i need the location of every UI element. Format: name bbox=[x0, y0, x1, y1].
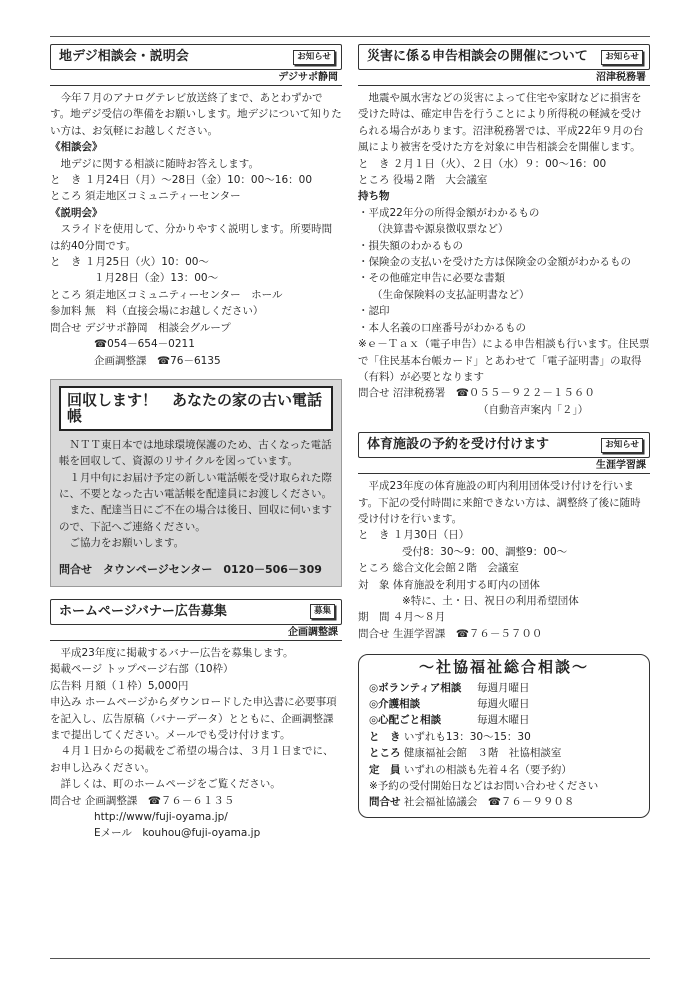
chideji-tel1: ☎054－654－0211 bbox=[94, 338, 195, 351]
mochimono-item: ・認印 bbox=[358, 305, 390, 318]
denwacho-p1: ＮＴＴ東日本では地球環境保護のため、古くなった電話帳を回収して、資源のリサイクルを図っています。 bbox=[59, 438, 332, 468]
notice-badge: お知らせ bbox=[601, 50, 643, 65]
taiiku-tokoro-row: ところ 総合文化会館２階 会議室 bbox=[358, 562, 519, 575]
koukoku-row: 広告料 月額（１枠）5,000円 bbox=[50, 679, 189, 692]
chideji-tel2: 企画調整課 ☎76－6135 bbox=[94, 354, 221, 367]
saigai-org: 沼津税務署 bbox=[358, 70, 650, 86]
shakyo-toki-row: と き いずれも13：30～15：30 bbox=[369, 730, 531, 743]
moushikomi-text: 申込み ホームページからダウンロードした申込書に必要事項を記入し、広告原稿（バナーデータ）とともに、企画調整課まで提出してください。メールでも受け付けます。 bbox=[50, 696, 337, 741]
taiiku-taisho2: ※特に、土・日、祝日の利用希望団体 bbox=[402, 594, 579, 607]
taiiku-title: 体育施設の予約を受け付けます bbox=[367, 436, 550, 452]
banner-org: 企画調整課 bbox=[50, 625, 342, 641]
setsumei-heading: 《説明会》 bbox=[50, 206, 103, 219]
banner-p2: ４月１日からの掲載をご希望の場合は、３月１日までに、お申し込みください。 bbox=[50, 745, 334, 774]
mochimono-item: （生命保険料の支払証明書など） bbox=[372, 288, 530, 301]
denwacho-foot: 問合せ タウンページセンター 0120－506－309 bbox=[59, 562, 322, 576]
chideji-article bbox=[50, 44, 342, 369]
denwacho-box bbox=[50, 379, 342, 587]
banner-email[interactable]: Eメール kouhou@fuji-oyama.jp bbox=[94, 827, 261, 840]
recruit-badge: 募集 bbox=[310, 604, 335, 619]
taiiku-org: 生涯学習課 bbox=[358, 458, 650, 474]
soudan-toki-row: と き １月24日（月）～28日（金）10：00～16：00 bbox=[50, 174, 313, 187]
mochimono-item: ・平成22年分の所得金額がわかるもの bbox=[358, 206, 540, 219]
setsumei-toki-row: と き １月25日（火）10：00～ bbox=[50, 256, 209, 269]
banner-url[interactable]: http://www/fuji-oyama.jp/ bbox=[94, 811, 228, 824]
taiiku-toki2: 受付8：30～9：00、調整9：00～ bbox=[402, 545, 568, 558]
saigai-intro: 地震や風水害などの災害によって住宅や家財などに損害を受けた時は、確定申告を行うことにより所得税の軽減を受けられる場合があります。沼津税務署では、平成22年９月の台風により被害を受けた方を対象に申告相談会を開催します。 bbox=[358, 92, 644, 154]
saigai-article bbox=[358, 44, 650, 418]
saigai-tokoro-row: ところ 役場２階 大会議室 bbox=[358, 174, 488, 187]
soudan-heading: 《相談会》 bbox=[50, 141, 103, 154]
setsumei-tokoro-row: ところ 須走地区コミュニティーセンター ホール bbox=[50, 288, 283, 301]
chideji-intro: 今年７月のアナログテレビ放送終了まで、あとわずかです。地デジ受信の準備をお願いします。地デジについて知りたい方は、お気軽にお越しください。 bbox=[50, 92, 342, 137]
taiiku-header bbox=[358, 432, 650, 458]
banner-title: ホームページバナー広告募集 bbox=[59, 603, 227, 619]
mochimono-item: ・保険金の支払いを受けた方は保険金の金額がわかるもの bbox=[358, 256, 631, 269]
shakyo-toiawase-row: 問合せ 社会福祉協議会 ☎７６－９９０８ bbox=[369, 796, 575, 809]
denwacho-title: 回収します！ あなたの家の古い電話帳 bbox=[59, 386, 333, 431]
denwacho-p3: また、配達当日にご不在の場合は後日、回収に伺いますので、下記へご連絡ください。 bbox=[59, 504, 332, 533]
chideji-header bbox=[50, 44, 342, 70]
taiiku-article bbox=[358, 432, 650, 642]
mochimono-item: ・本人名義の口座番号がわかるもの bbox=[358, 321, 526, 334]
saigai-header bbox=[358, 44, 650, 70]
banner-header bbox=[50, 599, 342, 625]
saigai-toiawase2: （自動音声案内「２」） bbox=[478, 403, 589, 416]
shakyo-note: ※予約の受付開始日などはお問い合わせください bbox=[369, 780, 599, 793]
shakyo-teiin-row: 定 員 いずれの相談も先着４名（要予約） bbox=[369, 763, 572, 776]
etax-note: ※ｅ－Ｔａｘ（電子申告）による申告相談も行います。住民票で「住民基本台帳カード」とあわせて「電子証明書」の取得（有料）が必要となります bbox=[358, 338, 650, 383]
saigai-toki-row: と き ２月１日（火）、２日（水）９：00～16：00 bbox=[358, 157, 607, 170]
keisai-row: 掲載ページ トップページ右部（10枠） bbox=[50, 663, 234, 676]
denwacho-p2: １月中旬にお届け予定の新しい電話帳を受け取られた際に、不要となった古い電話帳を配達員にお渡しください。 bbox=[59, 471, 332, 500]
banner-p3: 詳しくは、町のホームページをご覧ください。 bbox=[60, 778, 281, 791]
shakyo-rows: ◎ボランティア相談 毎週月曜日 ◎介護相談 毎週火曜日 ◎心配ごと相談 毎週木曜日 bbox=[369, 681, 530, 727]
notice-badge: お知らせ bbox=[601, 438, 643, 453]
left-column bbox=[50, 44, 342, 852]
mochimono-item: ・その他確定申告に必要な書類 bbox=[358, 272, 505, 285]
banner-intro: 平成23年度に掲載するバナー広告を募集します。 bbox=[60, 646, 294, 659]
taiiku-kikan-row: 期 間 ４月～８月 bbox=[358, 611, 446, 624]
taiiku-toki-row: と き １月30日（日） bbox=[358, 529, 470, 542]
saigai-toiawase-row: 問合せ 沼津税務署 ☎０５５－９２２－１５６０ bbox=[358, 387, 595, 400]
taiiku-toiawase-row: 問合せ 生涯学習課 ☎７６－５７００ bbox=[358, 627, 543, 640]
chideji-title: 地デジ相談会・説明会 bbox=[59, 48, 189, 64]
right-column bbox=[358, 44, 650, 818]
banner-article bbox=[50, 599, 342, 842]
shakyo-box bbox=[358, 654, 650, 818]
saigai-title: 災害に係る申告相談会の開催について bbox=[367, 48, 588, 64]
shakyo-tokoro-row: ところ 健康福祉会館 ３階 社協相談室 bbox=[369, 747, 562, 760]
mochimono-item: （決算書や源泉徴収票など） bbox=[372, 223, 509, 236]
chideji-toiawase-row: 問合せ デジサポ静岡 相談会グループ bbox=[50, 321, 231, 334]
taiiku-intro: 平成23年度の体育施設の町内利用団体受け付けを行います。下記の受付時間に来館できない方は、調整終了後に随時受け付けを行います。 bbox=[358, 480, 641, 525]
bottom-rule bbox=[50, 958, 650, 959]
setsumei-text: スライドを使用して、分かりやすく説明します。所要時間は約40分間です。 bbox=[50, 223, 333, 252]
chideji-org: デジサポ静岡 bbox=[50, 70, 342, 86]
notice-badge: お知らせ bbox=[293, 50, 335, 65]
mochimono-heading: 持ち物 bbox=[358, 190, 390, 203]
taiiku-taisho-row: 対 象 体育施設を利用する町内の団体 bbox=[358, 578, 540, 591]
banner-toiawase-row: 問合せ 企画調整課 ☎７６－６１３５ bbox=[50, 794, 235, 807]
mochimono-item: ・損失額のわかるもの bbox=[358, 239, 463, 252]
soudan-text: 地デジに関する相談に随時お答えします。 bbox=[60, 157, 259, 170]
denwacho-p4: ご協力をお願いします。 bbox=[69, 537, 185, 550]
setsumei-toki2: １月28日（金）13：00～ bbox=[94, 272, 219, 285]
top-rule bbox=[50, 36, 650, 37]
sanka-row: 参加料 無 料（直接会場にお越しください） bbox=[50, 305, 264, 318]
shakyo-title: ～社協福祉総合相談～ bbox=[418, 658, 589, 677]
soudan-tokoro-row: ところ 須走地区コミュニティーセンター bbox=[50, 190, 241, 203]
